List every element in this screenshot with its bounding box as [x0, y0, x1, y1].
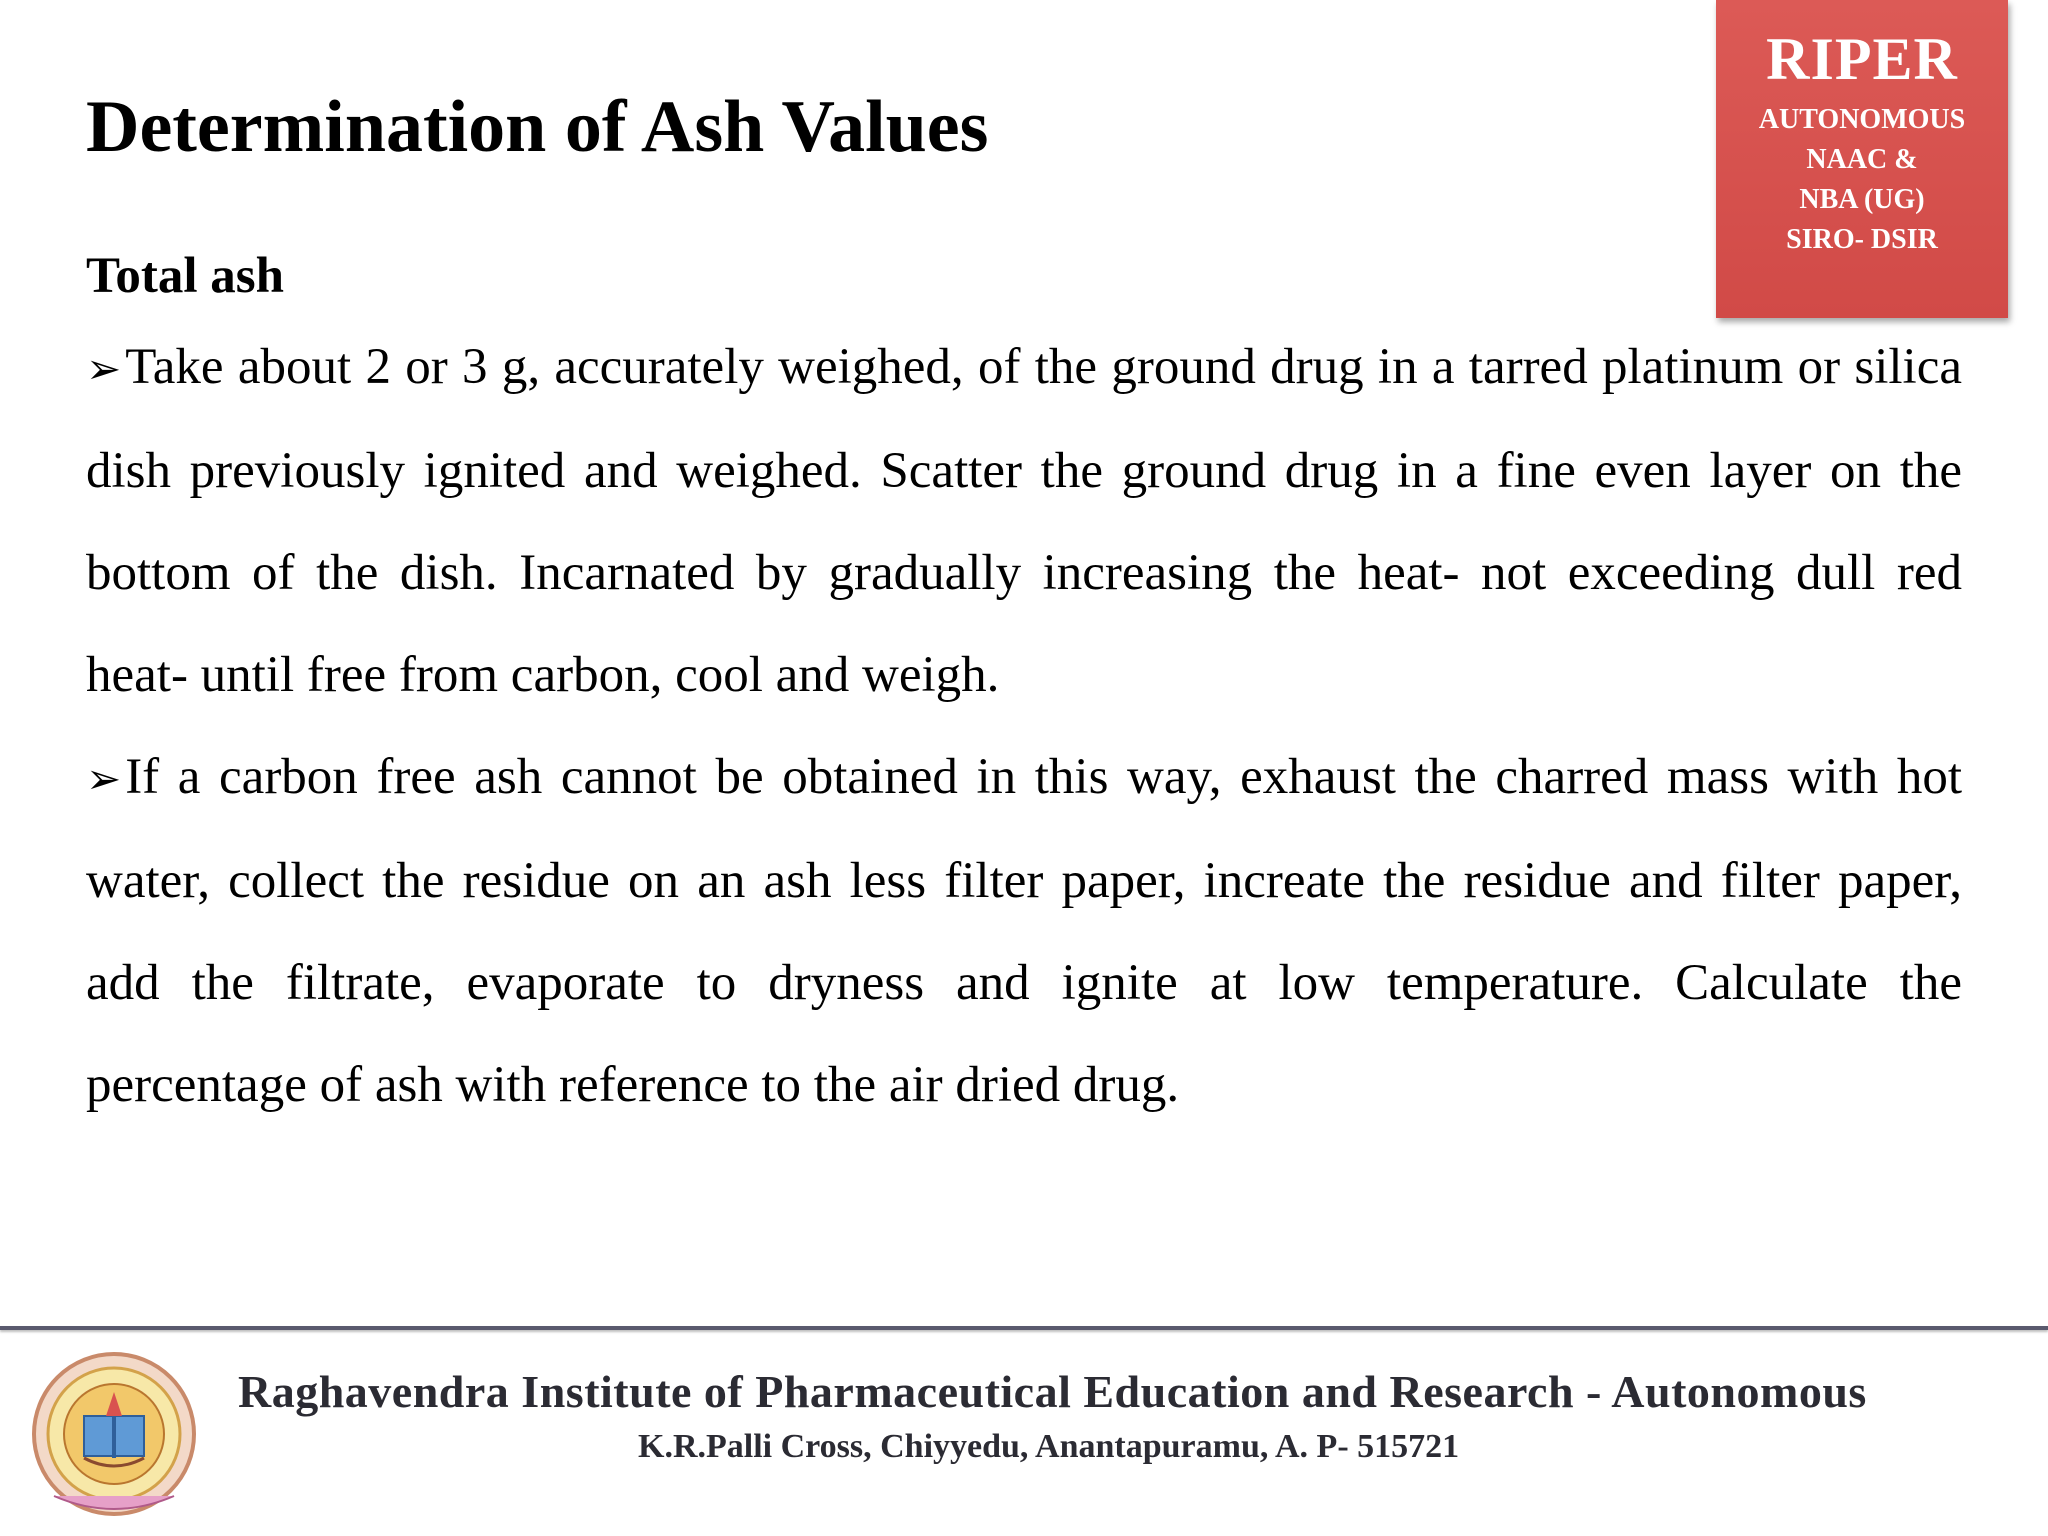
institution-emblem-icon: [24, 1346, 204, 1526]
slide-title: Determination of Ash Values: [86, 86, 989, 168]
bullet-paragraph-1: [86, 316, 1962, 726]
badge-line-siro: SIRO- DSIR: [1786, 224, 1938, 255]
slide-body: [86, 240, 1962, 1136]
badge-title: RIPER: [1766, 26, 1958, 92]
institution-address: K.R.Palli Cross, Chiyyedu, Anantapuramu, A. P- 515721: [638, 1428, 1460, 1465]
arrow-bullet-icon: ➢: [86, 344, 122, 393]
arrow-bullet-icon: ➢: [86, 754, 122, 803]
badge-line-autonomous: AUTONOMOUS: [1758, 104, 1966, 135]
paragraph-2-text: If a carbon free ash cannot be obtained in this way, exhaust the charred mass with hot water, collect the residue on an ash less filter paper, increate the residue and filter paper, add the filtrate, evaporate to dryness and ignite at low temperature. Calculate the percentage of ash with reference to the air dried drug.: [86, 749, 1962, 1113]
footer-divider: [0, 1326, 2048, 1330]
institution-name: Raghavendra Institute of Pharmaceutical Education and Research - Autonomous: [238, 1366, 1867, 1417]
badge-line-naac: NAAC &: [1806, 144, 1918, 175]
badge-line-nba: NBA (UG): [1799, 184, 1925, 215]
section-heading: Total ash: [86, 248, 284, 304]
bullet-paragraph-2: [86, 726, 1962, 1136]
paragraph-1-text: Take about 2 or 3 g, accurately weighed, of the ground drug in a tarred platinum or silica dish previously ignited and weighed. Scatter the ground drug in a fine even layer on the bottom of the dish. Incarnated by gradually increasing the heat- not exceeding dull red heat- until free from carbon, cool and weigh.: [86, 339, 1962, 703]
